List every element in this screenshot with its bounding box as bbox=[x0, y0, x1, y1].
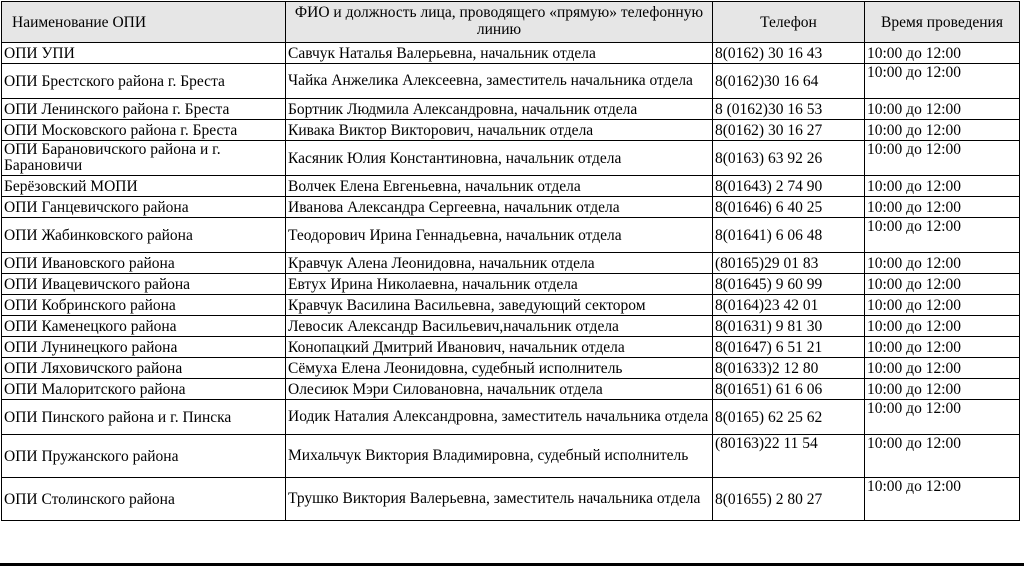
table-row bbox=[2, 176, 1020, 197]
cell-name: ОПИ Жабинковского района bbox=[2, 218, 286, 253]
table-row bbox=[2, 358, 1020, 379]
cell-person: Левосик Александр Васильевич,начальник отдела bbox=[286, 316, 713, 337]
cell-name: ОПИ Ивацевичского района bbox=[2, 274, 286, 295]
cell-phone: 8(01647) 6 51 21 bbox=[713, 337, 865, 358]
table-row bbox=[2, 478, 1020, 521]
cell-phone: 8(0164)23 42 01 bbox=[713, 295, 865, 316]
cell-person: Савчук Наталья Валерьевна, начальник отдела bbox=[286, 43, 713, 64]
table-row bbox=[2, 141, 1020, 176]
cell-name: ОПИ Барановичского района и г. Барановичи bbox=[2, 141, 286, 176]
cell-name: ОПИ Ляховичского района bbox=[2, 358, 286, 379]
cell-person: Теодорович Ирина Геннадьевна, начальник отдела bbox=[286, 218, 713, 253]
cell-name: ОПИ Пружанского района bbox=[2, 435, 286, 478]
cell-time: 10:00 до 12:00 bbox=[865, 435, 1020, 478]
cell-name: ОПИ Брестского района г. Бреста bbox=[2, 64, 286, 99]
cell-time: 10:00 до 12:00 bbox=[865, 99, 1020, 120]
cell-person: Кивака Виктор Викторович, начальник отдела bbox=[286, 120, 713, 141]
cell-person: Иванова Александра Сергеевна, начальник отдела bbox=[286, 197, 713, 218]
header-phone: Телефон bbox=[713, 2, 865, 43]
cell-name: ОПИ Московского района г. Бреста bbox=[2, 120, 286, 141]
cell-phone: 8(01633)2 12 80 bbox=[713, 358, 865, 379]
cell-person: Кравчук Василина Васильевна, заведующий сектором bbox=[286, 295, 713, 316]
cell-name: ОПИ Каменецкого района bbox=[2, 316, 286, 337]
cell-name: ОПИ Столинского района bbox=[2, 478, 286, 521]
cell-time: 10:00 до 12:00 bbox=[865, 120, 1020, 141]
table-row bbox=[2, 435, 1020, 478]
table-row bbox=[2, 120, 1020, 141]
table-row bbox=[2, 218, 1020, 253]
cell-time: 10:00 до 12:00 bbox=[865, 197, 1020, 218]
table-row bbox=[2, 274, 1020, 295]
table-row bbox=[2, 295, 1020, 316]
cell-name: ОПИ Ивановского района bbox=[2, 253, 286, 274]
table-row bbox=[2, 197, 1020, 218]
table-row bbox=[2, 64, 1020, 99]
cell-time: 10:00 до 12:00 bbox=[865, 43, 1020, 64]
cell-phone: 8(01641) 6 06 48 bbox=[713, 218, 865, 253]
cell-name: ОПИ УПИ bbox=[2, 43, 286, 64]
cell-person: Михальчук Виктория Владимировна, судебный исполнитель bbox=[286, 435, 713, 478]
cell-time: 10:00 до 12:00 bbox=[865, 141, 1020, 176]
cell-name: ОПИ Ленинского района г. Бреста bbox=[2, 99, 286, 120]
cell-phone: 8(0165) 62 25 62 bbox=[713, 400, 865, 435]
cell-name: ОПИ Лунинецкого района bbox=[2, 337, 286, 358]
cell-name: ОПИ Малоритского района bbox=[2, 379, 286, 400]
header-person: ФИО и должность лица, проводящего «прямую» телефонную линию bbox=[286, 2, 713, 43]
cell-time: 10:00 до 12:00 bbox=[865, 253, 1020, 274]
cell-person: Касяник Юлия Константиновна, начальник отдела bbox=[286, 141, 713, 176]
cell-phone: (80165)29 01 83 bbox=[713, 253, 865, 274]
cell-person: Кравчук Алена Леонидовна, начальник отдела bbox=[286, 253, 713, 274]
cell-person: Бортник Людмила Александровна, начальник отдела bbox=[286, 99, 713, 120]
table-row bbox=[2, 379, 1020, 400]
cell-person: Олесиюк Мэри Силовановна, начальник отдела bbox=[286, 379, 713, 400]
cell-time: 10:00 до 12:00 bbox=[865, 218, 1020, 253]
table-row bbox=[2, 400, 1020, 435]
cell-phone: (80163)22 11 54 bbox=[713, 435, 865, 478]
cell-person: Чайка Анжелика Алексеевна, заместитель начальника отдела bbox=[286, 64, 713, 99]
cell-phone: 8(01643) 2 74 90 bbox=[713, 176, 865, 197]
cell-time: 10:00 до 12:00 bbox=[865, 337, 1020, 358]
cell-phone: 8(0162) 30 16 43 bbox=[713, 43, 865, 64]
cell-name: Берёзовский МОПИ bbox=[2, 176, 286, 197]
cell-time: 10:00 до 12:00 bbox=[865, 176, 1020, 197]
cell-phone: 8(01651) 61 6 06 bbox=[713, 379, 865, 400]
cell-time: 10:00 до 12:00 bbox=[865, 358, 1020, 379]
cell-person: Евтух Ирина Николаевна, начальник отдела bbox=[286, 274, 713, 295]
cell-phone: 8 (0162)30 16 53 bbox=[713, 99, 865, 120]
table-row bbox=[2, 253, 1020, 274]
cell-phone: 8(0163) 63 92 26 bbox=[713, 141, 865, 176]
cell-time: 10:00 до 12:00 bbox=[865, 400, 1020, 435]
cell-time: 10:00 до 12:00 bbox=[865, 316, 1020, 337]
table-row bbox=[2, 316, 1020, 337]
cell-name: ОПИ Ганцевичского района bbox=[2, 197, 286, 218]
header-time: Время проведения bbox=[865, 2, 1020, 43]
cell-phone: 8(01645) 9 60 99 bbox=[713, 274, 865, 295]
cell-phone: 8(0162) 30 16 27 bbox=[713, 120, 865, 141]
contacts-table bbox=[1, 1, 1020, 521]
table-row bbox=[2, 99, 1020, 120]
cell-time: 10:00 до 12:00 bbox=[865, 295, 1020, 316]
cell-phone: 8(01646) 6 40 25 bbox=[713, 197, 865, 218]
cell-name: ОПИ Пинского района и г. Пинска bbox=[2, 400, 286, 435]
cell-person: Конопацкий Дмитрий Иванович, начальник отдела bbox=[286, 337, 713, 358]
cell-person: Волчек Елена Евгеньевна, начальник отдела bbox=[286, 176, 713, 197]
table-row bbox=[2, 337, 1020, 358]
cell-phone: 8(01631) 9 81 30 bbox=[713, 316, 865, 337]
cell-person: Иодик Наталия Александровна, заместитель начальника отдела bbox=[286, 400, 713, 435]
cell-time: 10:00 до 12:00 bbox=[865, 274, 1020, 295]
cell-person: Трушко Виктория Валерьевна, заместитель начальника отдела bbox=[286, 478, 713, 521]
cell-time: 10:00 до 12:00 bbox=[865, 478, 1020, 521]
cell-person: Сёмуха Елена Леонидовна, судебный исполнитель bbox=[286, 358, 713, 379]
cell-time: 10:00 до 12:00 bbox=[865, 379, 1020, 400]
cell-phone: 8(01655) 2 80 27 bbox=[713, 478, 865, 521]
cell-phone: 8(0162)30 16 64 bbox=[713, 64, 865, 99]
cell-name: ОПИ Кобринского района bbox=[2, 295, 286, 316]
header-name: Наименование ОПИ bbox=[2, 2, 286, 43]
table-row bbox=[2, 43, 1020, 64]
cell-time: 10:00 до 12:00 bbox=[865, 64, 1020, 99]
table-header-row bbox=[2, 2, 1020, 43]
